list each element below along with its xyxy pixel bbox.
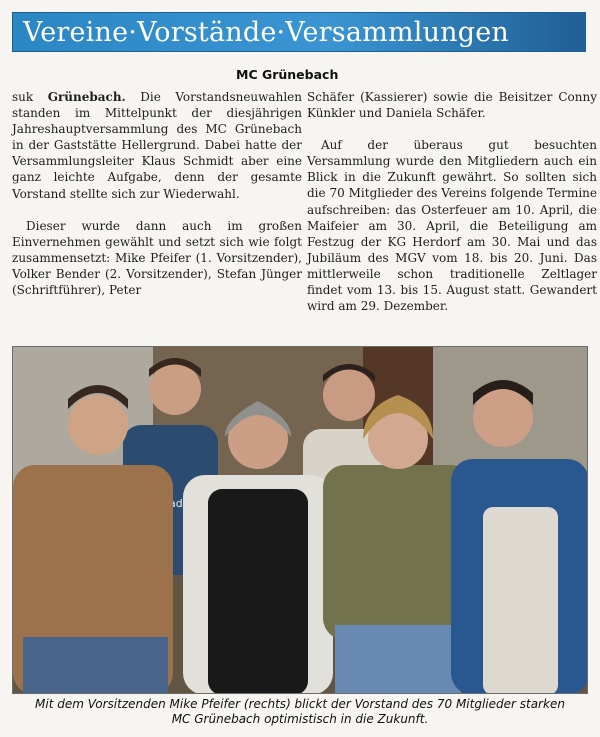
photo-caption: [12, 697, 588, 727]
photo-tone: [13, 347, 588, 694]
article-byline: suk: [12, 90, 48, 104]
article-column-right: [307, 89, 597, 330]
article-paragraph: Auf der überaus gut besuchten Versammlung wurde den Mitgliedern auch ein Blick in die Zukunft gewährt. So sollten sich die 70 Mitglieder des Vereins folgende Termine aufschreiben: das Osterfeuer am 10. April, die Maifeier am 30. April, die Beteiligung am Festzug der KG Herdorf am 30. Mai und das Jubiläum des MGV vom 18. bis 20. Juni. Das mittlerweile schon traditionelle Zeltlager findet vom 13. bis 15. August statt. Gewandert wird am 29. Dezember.: [307, 138, 597, 314]
section-banner: [12, 12, 586, 52]
article-dateline: Grünebach.: [47, 90, 126, 104]
article-paragraph: Schäfer (Kassierer) sowie die Beisitzer Conny Künkler und Daniela Schäfer.: [307, 90, 597, 121]
article-paragraph: [12, 89, 302, 202]
caption-line-1: Mit dem Vorsitzenden Mike Pfeifer (rechts) blickt der Vorstand des 70 Mitglieder starken: [35, 697, 565, 711]
article-column-left: [12, 89, 302, 314]
group-photo-illustration: [13, 347, 588, 694]
article-paragraph: Dieser wurde dann auch im großen Einvernehmen gewählt und setzt sich wie folgt zusammensetzt: Mike Pfeifer (1. Vorsitzender), Volker Bender (2. Vorsitzender), Stefan Jünger (Schriftführer), Peter: [12, 218, 302, 298]
group-photo: [12, 346, 588, 694]
caption-line-2: MC Grünebach optimistisch in die Zukunft.: [171, 712, 429, 726]
article-text: Die Vorstandsneuwahlen standen im Mittelpunkt der diesjährigen Jahreshauptversammlung des MC Grünebach in der Gaststätte Hellergrund. Dabei hatte der Versammlungsleiter Klaus Schmidt aber eine ganz leichte Aufgabe, denn der gesamte Vorstand stellte sich zur Wiederwahl.: [12, 90, 302, 201]
article-heading: MC Grünebach: [236, 67, 339, 82]
banner-title: Vereine·Vorstände·Versammlungen: [23, 16, 510, 48]
